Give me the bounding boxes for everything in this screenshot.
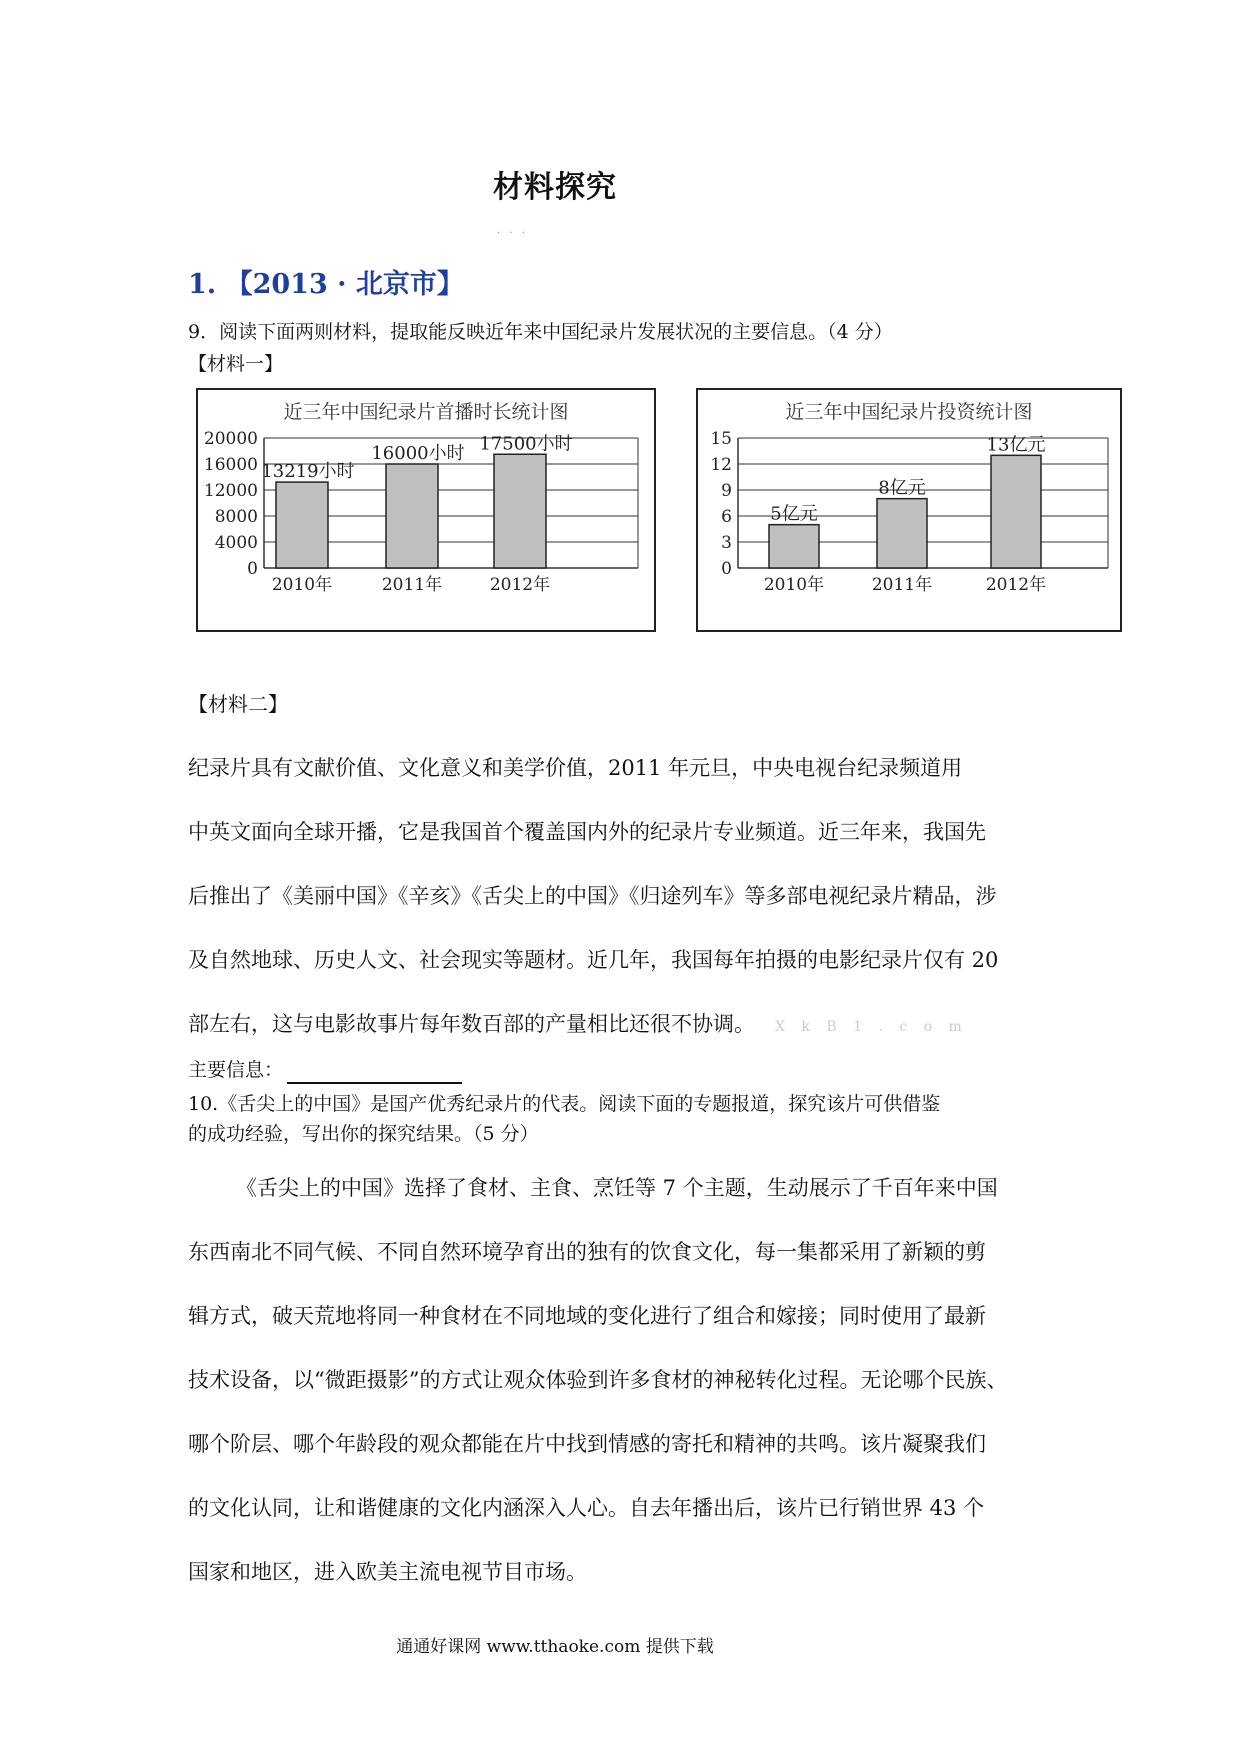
report-line: 哪个阶层、哪个年龄段的观众都能在片中找到情感的寄托和精神的共鸣。该片凝聚我们: [188, 1432, 986, 1456]
report-line: 东西南北不同气候、不同自然环境孕育出的独有的饮食文化，每一集都采用了新颖的剪: [188, 1240, 986, 1264]
data-label: 5亿元: [770, 503, 818, 525]
decorative-dots: · · ·: [497, 228, 528, 239]
x-tick-label: 2010年: [271, 575, 333, 595]
chart-title: 近三年中国纪录片投资统计图: [785, 401, 1033, 423]
y-tick-label: 4000: [214, 533, 258, 553]
report-line: 《舌尖上的中国》选择了食材、主食、烹饪等 7 个主题，生动展示了千百年来中国: [236, 1176, 998, 1200]
bar: [494, 454, 546, 568]
chart-broadcast-duration-svg: [198, 390, 654, 630]
data-label: 8亿元: [878, 477, 926, 499]
answer-blank-line[interactable]: [287, 1060, 462, 1084]
watermark-text: X k B 1 . c o m: [775, 1019, 968, 1035]
bar: [386, 464, 438, 568]
question-10-line: 10.《舌尖上的中国》是国产优秀纪录片的代表。阅读下面的专题报道，探究该片可供借鉴: [188, 1093, 941, 1115]
bar: [991, 455, 1041, 568]
report-line: 技术设备，以“微距摄影”的方式让观众体验到许多食材的神秘转化过程。无论哪个民族、: [188, 1368, 1008, 1392]
y-tick-label: 8000: [214, 507, 258, 527]
chart-investment: [696, 388, 1122, 632]
report-line: 辑方式，破天荒地将同一种食材在不同地域的变化进行了组合和嫁接；同时使用了最新: [188, 1304, 986, 1328]
report-line: 的文化认同，让和谐健康的文化内涵深入人心。自去年播出后，该片已行销世界 43 个: [188, 1496, 985, 1520]
material-two-line: 后推出了《美丽中国》《辛亥》《舌尖上的中国》《归途列车》等多部电视纪录片精品，涉: [188, 884, 997, 908]
page-title: 材料探究: [493, 170, 617, 205]
y-tick-label: 20000: [203, 429, 258, 449]
material-two-line: 纪录片具有文献价值、文化意义和美学价值，2011 年元旦，中央电视台纪录频道用: [188, 756, 963, 780]
y-tick-label: 16000: [203, 455, 258, 475]
data-label: 16000小时: [371, 443, 465, 464]
data-label: 13亿元: [986, 434, 1046, 456]
x-tick-label: 2012年: [489, 575, 551, 595]
chart-broadcast-duration: [196, 388, 656, 632]
material-one-label: 【材料一】: [188, 353, 284, 375]
material-two-line-last: [188, 1008, 968, 1038]
data-label: 13219小时: [261, 461, 355, 483]
question-source-heading: 1. 【2013 · 北京市】: [188, 269, 464, 300]
question-9: 9．阅读下面两则材料，提取能反映近年来中国纪录片发展状况的主要信息。（4 分）: [188, 321, 893, 343]
page-footer: 通通好课网 www.tthaoke.com 提供下载: [396, 1637, 714, 1657]
y-tick-label: 12000: [203, 481, 258, 501]
chart-investment-svg: [698, 390, 1120, 630]
material-two-line: 及自然地球、历史人文、社会现实等题材。近几年，我国每年拍摄的电影纪录片仅有 20: [188, 948, 999, 972]
y-tick-label: 0: [721, 559, 732, 579]
y-tick-label: 12: [710, 455, 732, 475]
report-line: 国家和地区，进入欧美主流电视节目市场。: [188, 1560, 587, 1584]
main-info-row: [188, 1056, 462, 1084]
x-tick-label: 2011年: [381, 575, 443, 595]
x-tick-label: 2012年: [985, 575, 1047, 595]
bar: [769, 525, 819, 568]
material-two-label: 【材料二】: [188, 692, 288, 716]
chart-title: 近三年中国纪录片首播时长统计图: [283, 401, 569, 423]
x-tick-label: 2010年: [763, 575, 825, 595]
bar: [276, 482, 328, 568]
question-10-line: 的成功经验，写出你的探究结果。（5 分）: [188, 1123, 539, 1145]
material-two-line: 中英文面向全球开播，它是我国首个覆盖国内外的纪录片专业频道。近三年来，我国先: [188, 820, 986, 844]
data-label: 17500小时: [479, 433, 573, 455]
y-tick-label: 9: [721, 481, 732, 501]
y-tick-label: 0: [247, 559, 258, 579]
x-tick-label: 2011年: [871, 575, 933, 595]
material-two-line-text: 部左右，这与电影故事片每年数百部的产量相比还很不协调。: [188, 1012, 755, 1036]
y-tick-label: 3: [721, 533, 732, 553]
bar: [877, 499, 927, 568]
main-info-label: 主要信息：: [188, 1059, 284, 1081]
y-tick-label: 6: [721, 507, 732, 527]
y-tick-label: 15: [710, 429, 732, 449]
